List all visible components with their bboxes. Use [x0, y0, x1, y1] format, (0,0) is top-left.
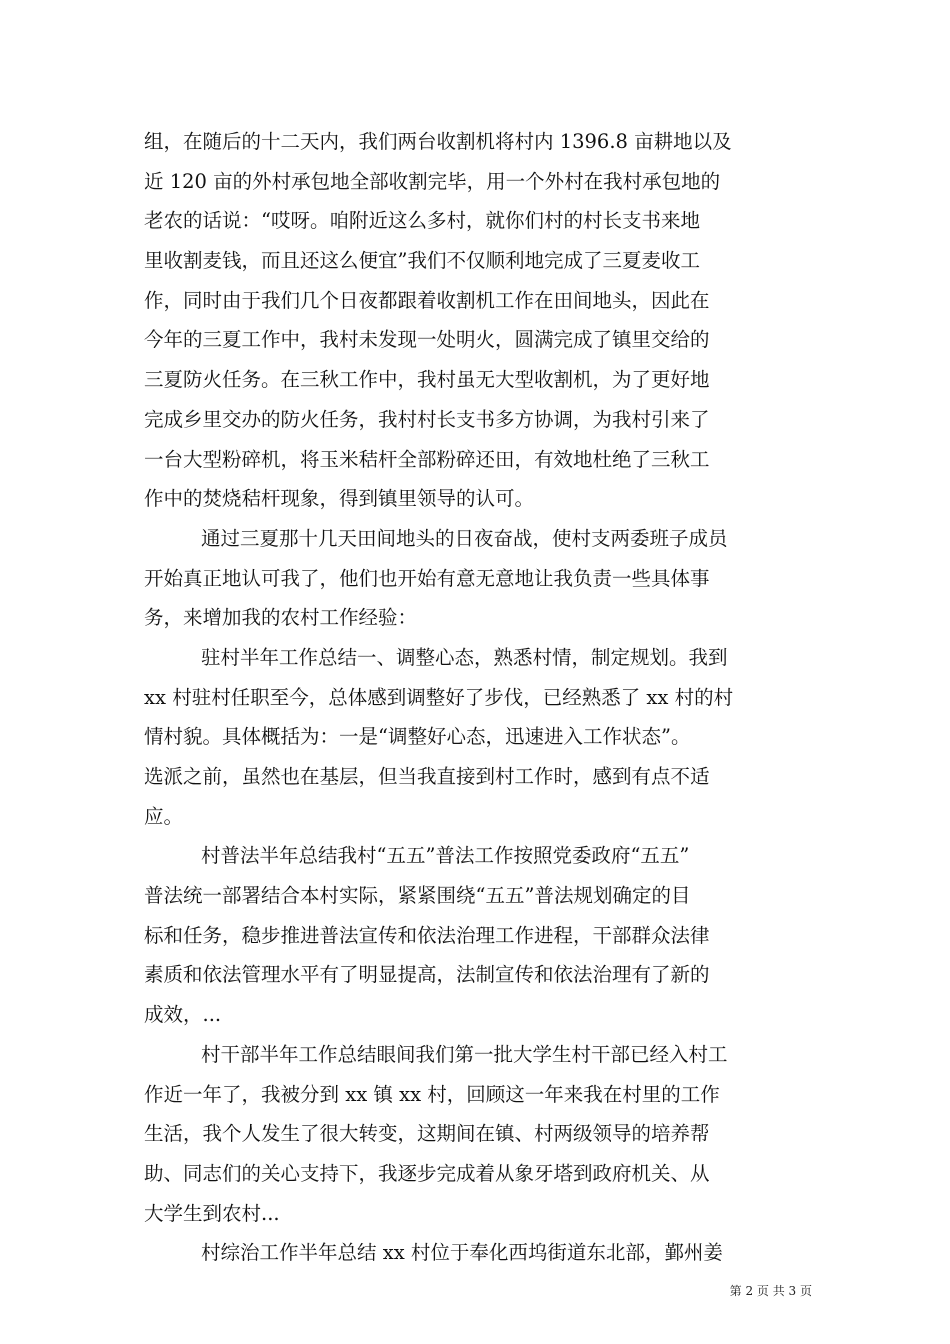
text-line: 助、同志们的关心支持下，我逐步完成着从象牙塔到政府机关、从: [144, 1161, 710, 1185]
text-line: 成效，...: [144, 1003, 222, 1027]
paragraph-6: [144, 1233, 812, 1273]
text-line: 普法统一部署结合本村实际，紧紧围绕“五五”普法规划确定的目: [144, 884, 691, 908]
text-line: 今年的三夏工作中，我村未发现一处明火，圆满完成了镇里交给的: [144, 328, 710, 352]
text-line: 里收割麦钱，而且还这么便宜”我们不仅顺利地完成了三夏麦收工: [144, 249, 700, 273]
text-line: 情村貌。具体概括为：一是“调整好心态，迅速进入工作状态”。: [144, 725, 691, 749]
text-line: 作中的焚烧秸杆现象，得到镇里领导的认可。: [144, 487, 535, 511]
text-line: 作近一年了，我被分到 xx 镇 xx 村，回顾这一年来我在村里的工作: [144, 1082, 720, 1106]
text-line: 村普法半年总结我村“五五”普法工作按照党委政府“五五”: [201, 844, 690, 868]
text-line: 标和任务，稳步推进普法宣传和依法治理工作进程，干部群众法律: [144, 923, 710, 947]
text-line: 完成乡里交办的防火任务，我村村长支书多方协调，为我村引来了: [144, 407, 710, 431]
document-body: [144, 122, 812, 1273]
paragraph-4: [144, 836, 812, 1034]
text-line: 开始真正地认可我了，他们也开始有意无意地让我负责一些具体事: [144, 566, 710, 590]
paragraph-2: [144, 519, 812, 638]
text-line: 老农的话说：“哎呀。咱附近这么多村，就你们村的村长支书来地: [144, 209, 700, 233]
text-line: 近 120 亩的外村承包地全部收割完毕，用一个外村在我村承包地的: [144, 169, 721, 193]
text-line: 素质和依法管理水平有了明显提高，法制宣传和依法治理有了新的: [144, 963, 710, 987]
text-line: 组，在随后的十二天内，我们两台收割机将村内 1396.8 亩耕地以及: [144, 130, 732, 153]
text-line: 选派之前，虽然也在基层，但当我直接到村工作时，感到有点不适: [144, 765, 710, 788]
text-line: 作，同时由于我们几个日夜都跟着收割机工作在田间地头，因此在: [144, 288, 710, 312]
text-line: 应。: [144, 804, 184, 828]
text-line: 通过三夏那十几天田间地头的日夜奋战，使村支两委班子成员: [201, 526, 728, 550]
paragraph-5: [144, 1035, 812, 1233]
text-line: 一台大型粉碎机，将玉米秸杆全部粉碎还田，有效地杜绝了三秋工: [144, 447, 710, 471]
text-line: 村综治工作半年总结 xx 村位于奉化西坞街道东北部，鄞州姜: [201, 1241, 723, 1265]
text-line: xx 村驻村任职至今，总体感到调整好了步伐，已经熟悉了 xx 村的村: [144, 685, 734, 709]
page-number: 第 2 页 共 3 页: [729, 1284, 812, 1298]
text-line: 驻村半年工作总结一、调整心态，熟悉村情，制定规划。我到: [201, 645, 728, 669]
text-line: 村干部半年工作总结眼间我们第一批大学生村干部已经入村工: [201, 1042, 728, 1066]
text-line: 大学生到农村...: [144, 1201, 280, 1225]
paragraph-3: [144, 638, 812, 836]
text-line: 务，来增加我的农村工作经验：: [144, 606, 418, 630]
text-line: 生活，我个人发生了很大转变，这期间在镇、村两级领导的培养帮: [144, 1122, 710, 1146]
text-line: 三夏防火任务。在三秋工作中，我村虽无大型收割机，为了更好地: [144, 368, 710, 392]
paragraph-1: [144, 122, 812, 519]
